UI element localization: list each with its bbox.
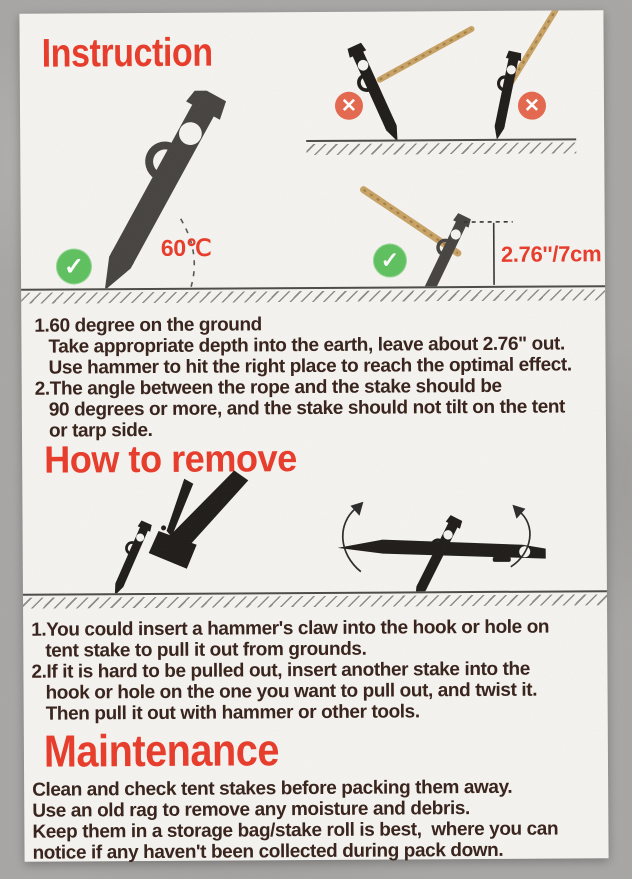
instruction-text xyxy=(34,312,572,441)
instruction-line: or tarp side. xyxy=(48,419,153,442)
maintenance-text xyxy=(32,777,558,864)
removal-line: hook or hole on the one you want to pull out, and twist it. xyxy=(45,679,538,704)
maintenance-line: Clean and check tent stakes before packing them away. xyxy=(32,776,513,801)
removal-line: tent stake to pull it out from grounds. xyxy=(45,638,367,662)
claw-dot xyxy=(158,536,163,541)
instruction-line: 2.The angle between the rope and the stake should be xyxy=(34,375,502,400)
ground-hatch xyxy=(21,285,605,304)
tent-stake-graphic xyxy=(411,211,472,288)
angle-label: 60℃ xyxy=(160,234,212,261)
removal-line: 2.If it is hard to be pulled out, insert another stake into the xyxy=(31,658,530,683)
tent-stake-graphic xyxy=(107,519,153,593)
removal-text xyxy=(31,617,550,725)
instruction-line: 1.60 degree on the ground xyxy=(34,314,262,337)
removal-diagram xyxy=(72,468,603,593)
instruction-line: 90 degrees or more, and the stake should not tilt on the tent xyxy=(48,396,566,421)
removal-line: 1.You could insert a hammer's claw into the hook or hole on xyxy=(31,616,550,641)
section-title-instruction: Instruction xyxy=(41,30,213,76)
rope-twist-texture xyxy=(363,189,457,254)
height-label: 2.76''/7cm xyxy=(500,241,602,267)
twist-arrow xyxy=(510,511,530,567)
cross-icon: ✕ xyxy=(518,92,546,120)
section-title-maintenance: Maintenance xyxy=(43,724,280,777)
twist-arrow xyxy=(343,508,361,572)
section-title-remove: How to remove xyxy=(44,438,297,482)
maintenance-line: Use an old rag to remove any moisture and debris. xyxy=(32,798,470,822)
cross-icon: ✕ xyxy=(335,92,363,120)
claw-dot xyxy=(161,525,166,530)
maintenance-line: Keep them in a storage bag/stake roll is best, where you can xyxy=(32,818,559,843)
ground-hatch xyxy=(23,590,607,609)
check-icon: ✓ xyxy=(373,243,407,277)
check-icon: ✓ xyxy=(56,248,92,284)
instruction-sheet xyxy=(19,10,608,862)
removal-line: Then pull it out with hammer or other tools. xyxy=(45,701,420,725)
maintenance-line: notice if any haven't been collected during pack down. xyxy=(32,839,504,864)
instruction-line: Use hammer to hit the right place to reach the optimal effect. xyxy=(48,354,572,379)
twist-arrowhead xyxy=(350,502,363,516)
instruction-line: Take appropriate depth into the earth, leave about 2.76" out. xyxy=(48,333,565,358)
stake-hook xyxy=(493,557,511,562)
